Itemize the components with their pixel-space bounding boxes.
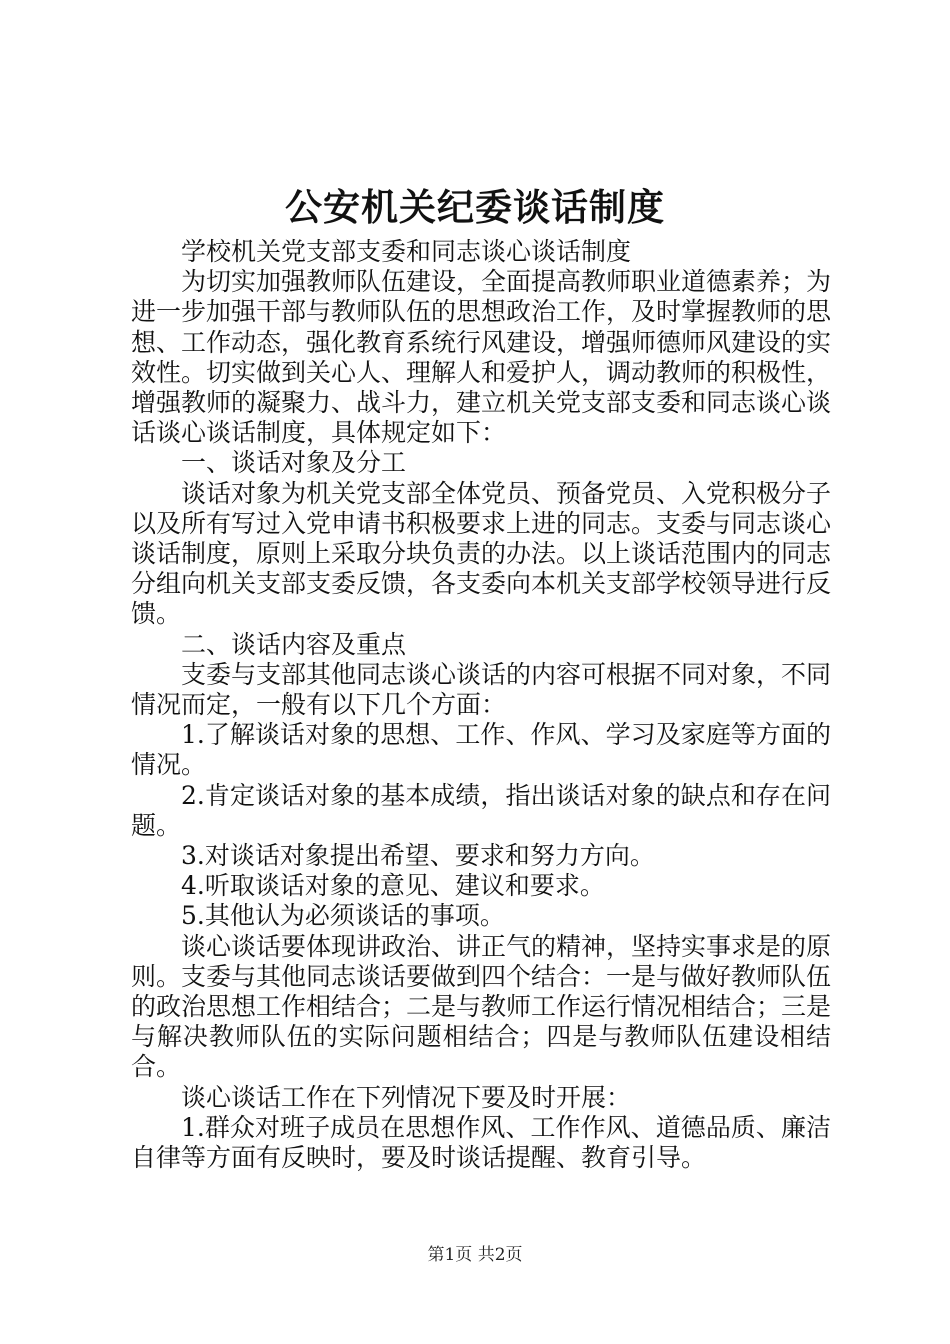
list-item-4: 4.听取谈话对象的意见、建议和要求。 — [181, 871, 605, 901]
page-number-footer: 第1页 共2页 — [427, 1245, 523, 1265]
document-body — [131, 237, 831, 1173]
paragraph-timing: 谈心谈话工作在下列情况下要及时开展： — [181, 1082, 632, 1112]
paragraph-section-2: 支委与支部其他同志谈心谈话的内容可根据不同对象，不同情况而定，一般有以下几个方面： — [131, 659, 832, 720]
list-item-1: 1.了解谈话对象的思想、工作、作风、学习及家庭等方面的情况。 — [131, 720, 831, 780]
section-heading-2: 二、谈话内容及重点 — [181, 629, 407, 659]
document-title: 公安机关纪委谈话制度 — [285, 185, 665, 229]
list-item-2: 2.肯定谈话对象的基本成绩，指出谈话对象的缺点和存在问题。 — [131, 780, 831, 840]
paragraph-section-1: 谈话对象为机关党支部全体党员、预备党员、入党积极分子以及所有写过入党申请书积极要求上进的同志。支委与同志谈心谈话制度，原则上采取分块负责的办法。以上谈话范围内的同志分组向机关支部支委反馈，各支委向本机关支部学校领导进行反馈。 — [131, 478, 832, 629]
list-item-timing-1: 1.群众对班子成员在思想作风、工作作风、道德品质、廉洁自律等方面有反映时，要及时谈话提醒、教育引导。 — [131, 1112, 831, 1173]
list-item-5: 5.其他认为必须谈话的事项。 — [181, 901, 505, 931]
paragraph-subtitle: 学校机关党支部支委和同志谈心谈话制度 — [181, 237, 632, 266]
section-heading-1: 一、谈话对象及分工 — [181, 448, 407, 478]
paragraph-principles: 谈心谈话要体现讲政治、讲正气的精神，坚持实事求是的原则。支委与其他同志谈话要做到四个结合：一是与做好教师队伍的政治思想工作相结合；二是与教师工作运行情况相结合；三是与解决教师队伍的实际问题相结合；四是与教师队伍建设相结合。 — [131, 931, 832, 1082]
list-item-3: 3.对谈话对象提出希望、要求和努力方向。 — [181, 841, 655, 871]
paragraph-intro: 为切实加强教师队伍建设，全面提高教师职业道德素养；为进一步加强干部与教师队伍的思想政治工作，及时掌握教师的思想、工作动态，强化教育系统行风建设，增强师德师风建设的实效性。切实做到关心人、理解人和爱护人，调动教师的积极性，增强教师的凝聚力、战斗力，建立机关党支部支委和同志谈心谈话谈心谈话制度，具体规定如下： — [131, 267, 832, 448]
